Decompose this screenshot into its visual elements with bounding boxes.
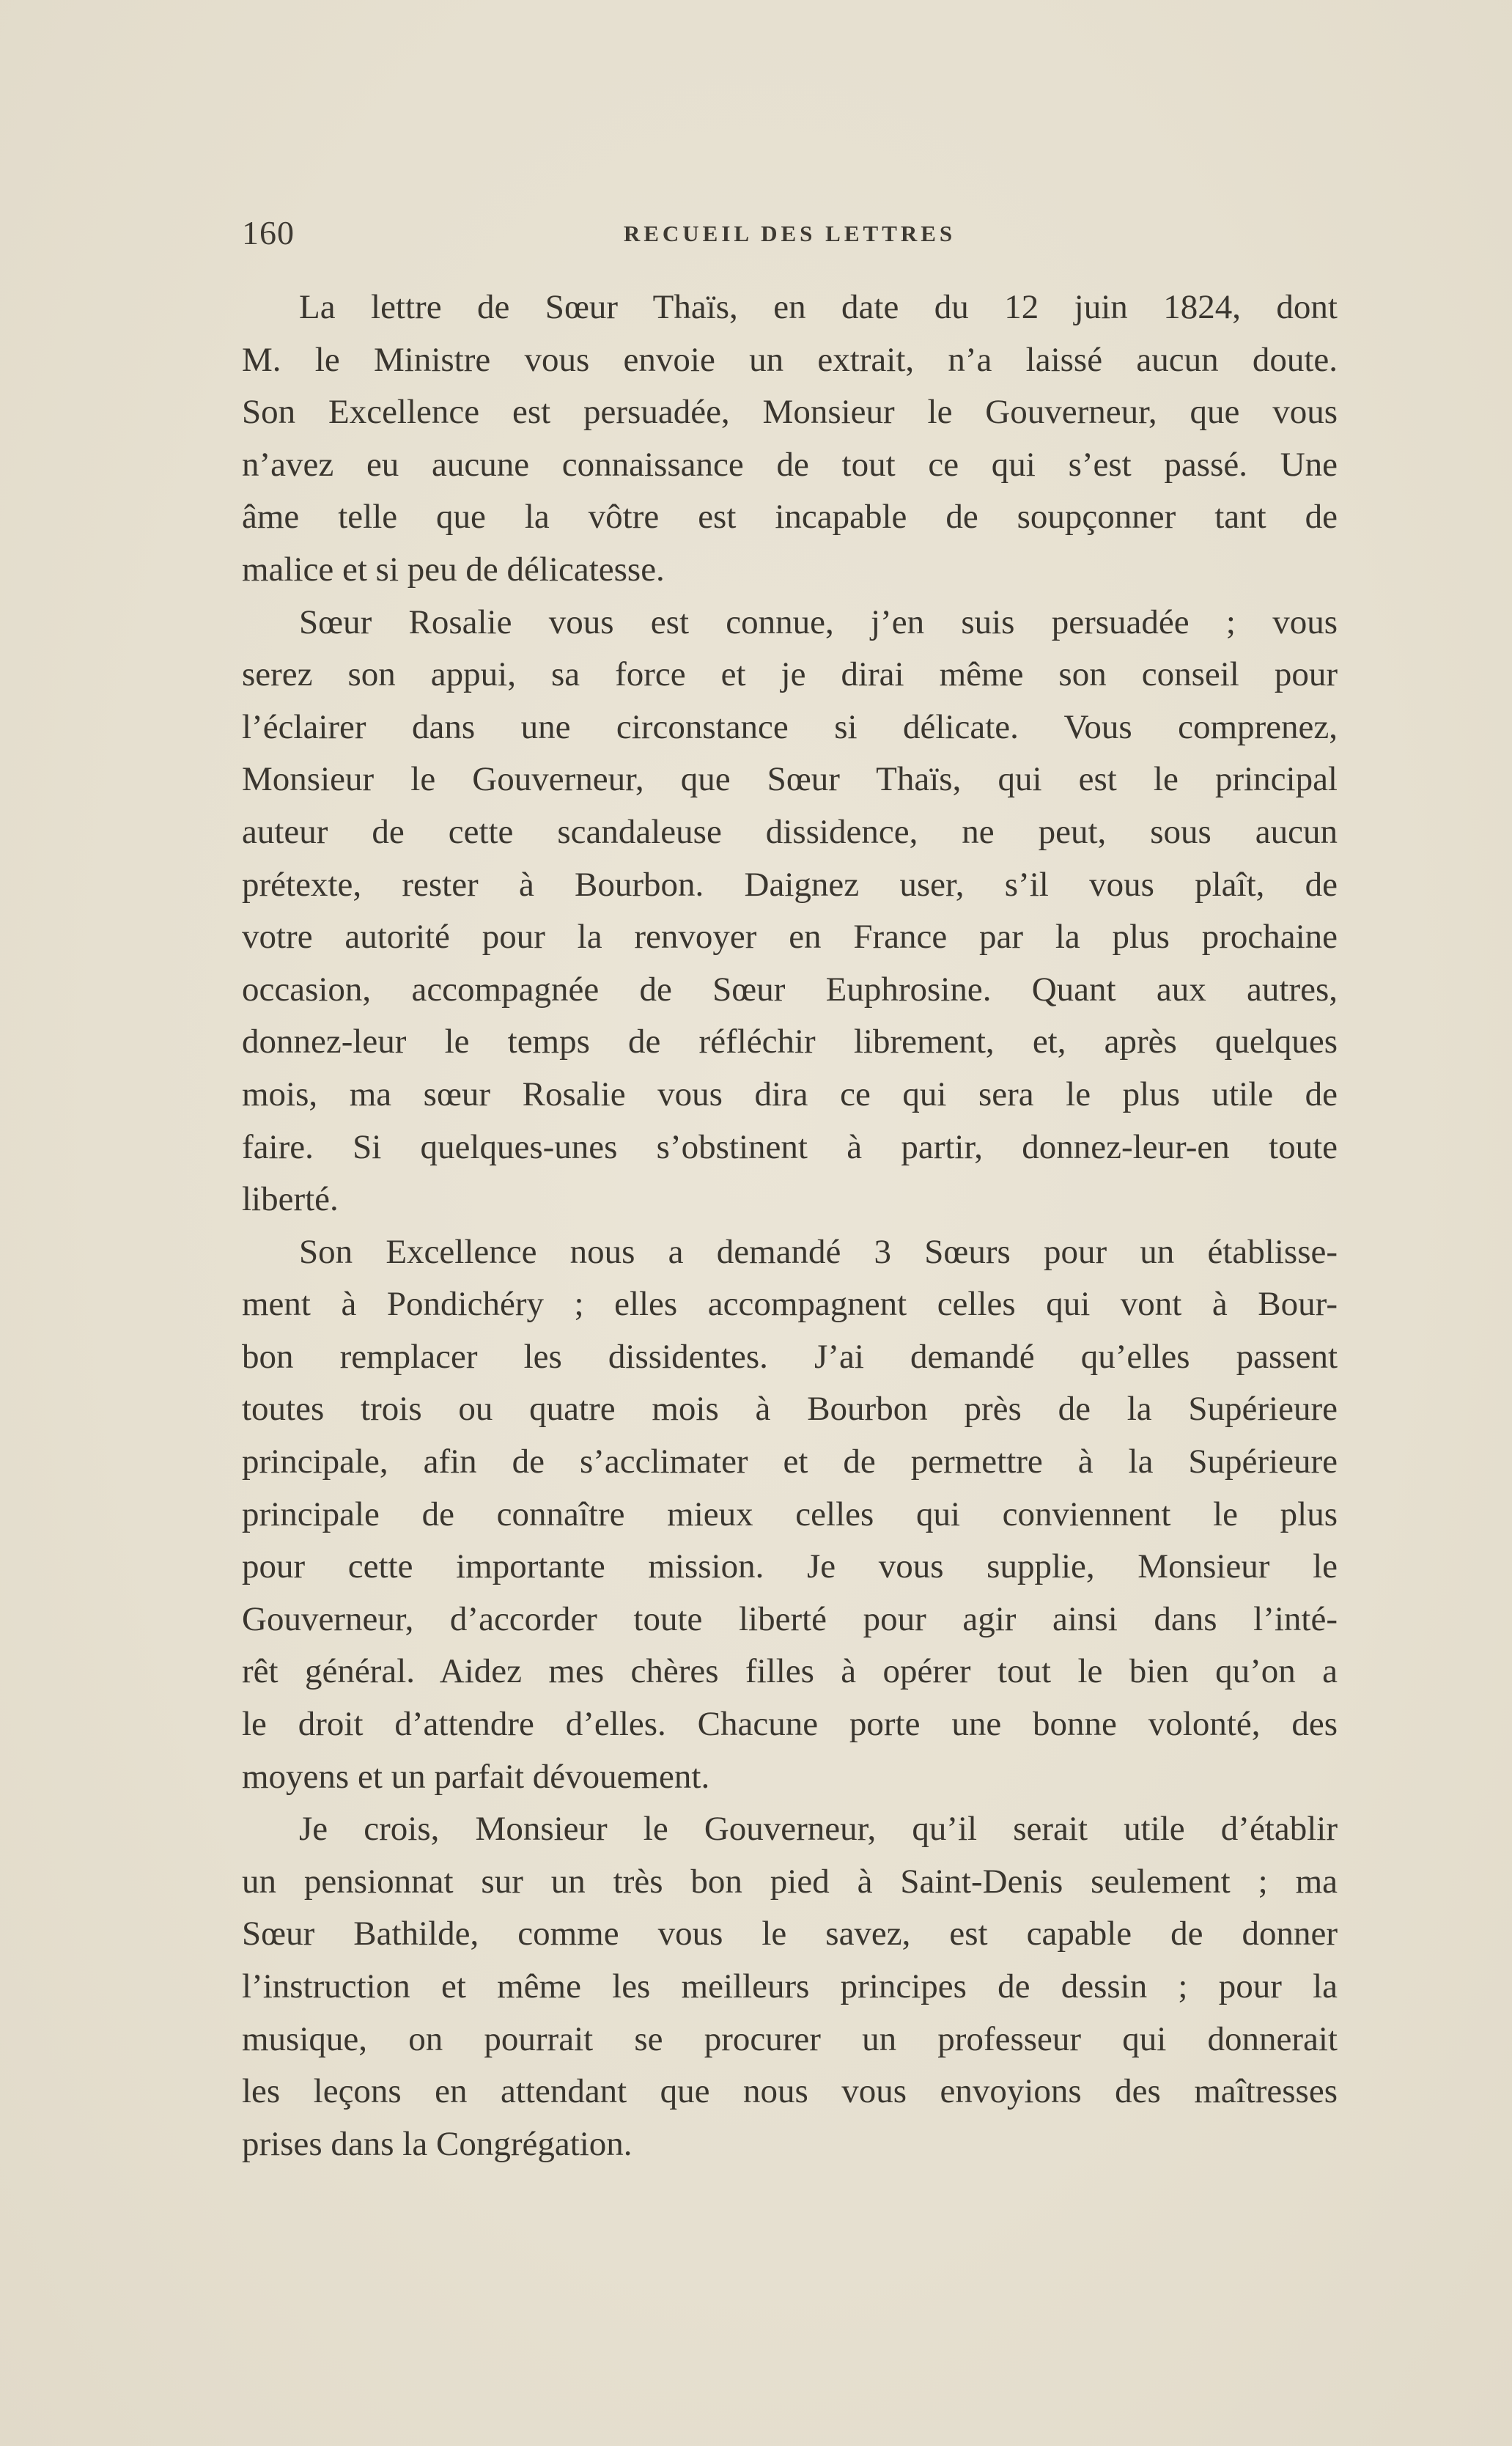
paragraph-2 xyxy=(242,597,1338,1226)
text-line: musique, on pourrait se procurer un professeur qui donnerait xyxy=(242,2019,1338,2058)
text-line: donnez-leur le temps de réfléchir librement, et, après quelques xyxy=(242,1023,1338,1061)
running-title: RECUEIL DES LETTRES xyxy=(623,221,956,246)
text-line: principale de connaître mieux celles qui conviennent le plus xyxy=(242,1495,1338,1533)
paragraph-4 xyxy=(242,1803,1338,2170)
text-line: auteur de cette scandaleuse dissidence, ne peut, sous aucun xyxy=(242,812,1338,851)
text-line: Son Excellence est persuadée, Monsieur le Gouverneur, que vous xyxy=(242,393,1338,432)
text-line: n’avez eu aucune connaissance de tout ce qui s’est passé. Une xyxy=(242,445,1338,484)
text-line: faire. Si quelques-unes s’obstinent à partir, donnez-leur-en toute xyxy=(242,1127,1338,1166)
text-line: un pensionnat sur un très bon pied à Saint-Denis seulement ; ma xyxy=(242,1862,1338,1901)
text-line: toutes trois ou quatre mois à Bourbon près de la Supérieure xyxy=(242,1390,1338,1429)
text-line: prétexte, rester à Bourbon. Daignez user, s’il vous plaît, de xyxy=(242,865,1338,904)
text-line: bon remplacer les dissidentes. J’ai demandé qu’elles passent xyxy=(242,1337,1338,1376)
text-line: les leçons en attendant que nous vous envoyions des maîtresses xyxy=(242,2072,1338,2111)
paragraph-1 xyxy=(242,281,1338,597)
text-line: liberté. xyxy=(242,1180,339,1219)
text-line: moyens et un parfait dévouement. xyxy=(242,1757,710,1796)
text-line: l’éclairer dans une circonstance si délicate. Vous comprenez, xyxy=(242,707,1338,746)
text-line: pour cette importante mission. Je vous supplie, Monsieur le xyxy=(242,1547,1338,1586)
body-text xyxy=(242,281,1338,2170)
text-line: le droit d’attendre d’elles. Chacune porte une bonne volonté, des xyxy=(242,1705,1338,1744)
text-line: principale, afin de s’acclimater et de permettre à la Supérieure xyxy=(242,1443,1338,1481)
text-line: ment à Pondichéry ; elles accompagnent celles qui vont à Bour- xyxy=(242,1285,1338,1324)
paragraph-3 xyxy=(242,1226,1338,1804)
text-line: Gouverneur, d’accorder toute liberté pour agir ainsi dans l’inté- xyxy=(242,1599,1338,1638)
text-line: occasion, accompagnée de Sœur Euphrosine. Quant aux autres, xyxy=(242,970,1338,1009)
text-line: serez son appui, sa force et je dirai même son conseil pour xyxy=(242,655,1338,694)
text-line: votre autorité pour la renvoyer en France par la plus prochaine xyxy=(242,918,1338,957)
text-line: prises dans la Congrégation. xyxy=(242,2124,633,2163)
text-line: malice et si peu de délicatesse. xyxy=(242,550,665,589)
text-line: La lettre de Sœur Thaïs, en date du 12 juin 1824, dont xyxy=(299,288,1338,326)
text-line: âme telle que la vôtre est incapable de soupçonner tant de xyxy=(242,498,1338,537)
text-line: Je crois, Monsieur le Gouverneur, qu’il serait utile d’établir xyxy=(299,1810,1338,1849)
text-line: Sœur Rosalie vous est connue, j’en suis persuadée ; vous xyxy=(299,603,1338,641)
text-line: M. le Ministre vous envoie un extrait, n’a laissé aucun doute. xyxy=(242,340,1338,379)
text-line: Monsieur le Gouverneur, que Sœur Thaïs, qui est le principal xyxy=(242,760,1338,799)
page-number: 160 xyxy=(242,214,295,251)
text-line: Son Excellence nous a demandé 3 Sœurs pour un établisse- xyxy=(299,1232,1338,1271)
text-line: rêt général. Aidez mes chères filles à opérer tout le bien qu’on a xyxy=(242,1652,1338,1691)
text-line: Sœur Bathilde, comme vous le savez, est capable de donner xyxy=(242,1915,1338,1953)
text-line: l’instruction et même les meilleurs principes de dessin ; pour la xyxy=(242,1967,1338,2005)
text-line: mois, ma sœur Rosalie vous dira ce qui sera le plus utile de xyxy=(242,1075,1338,1113)
running-head xyxy=(242,211,1338,255)
